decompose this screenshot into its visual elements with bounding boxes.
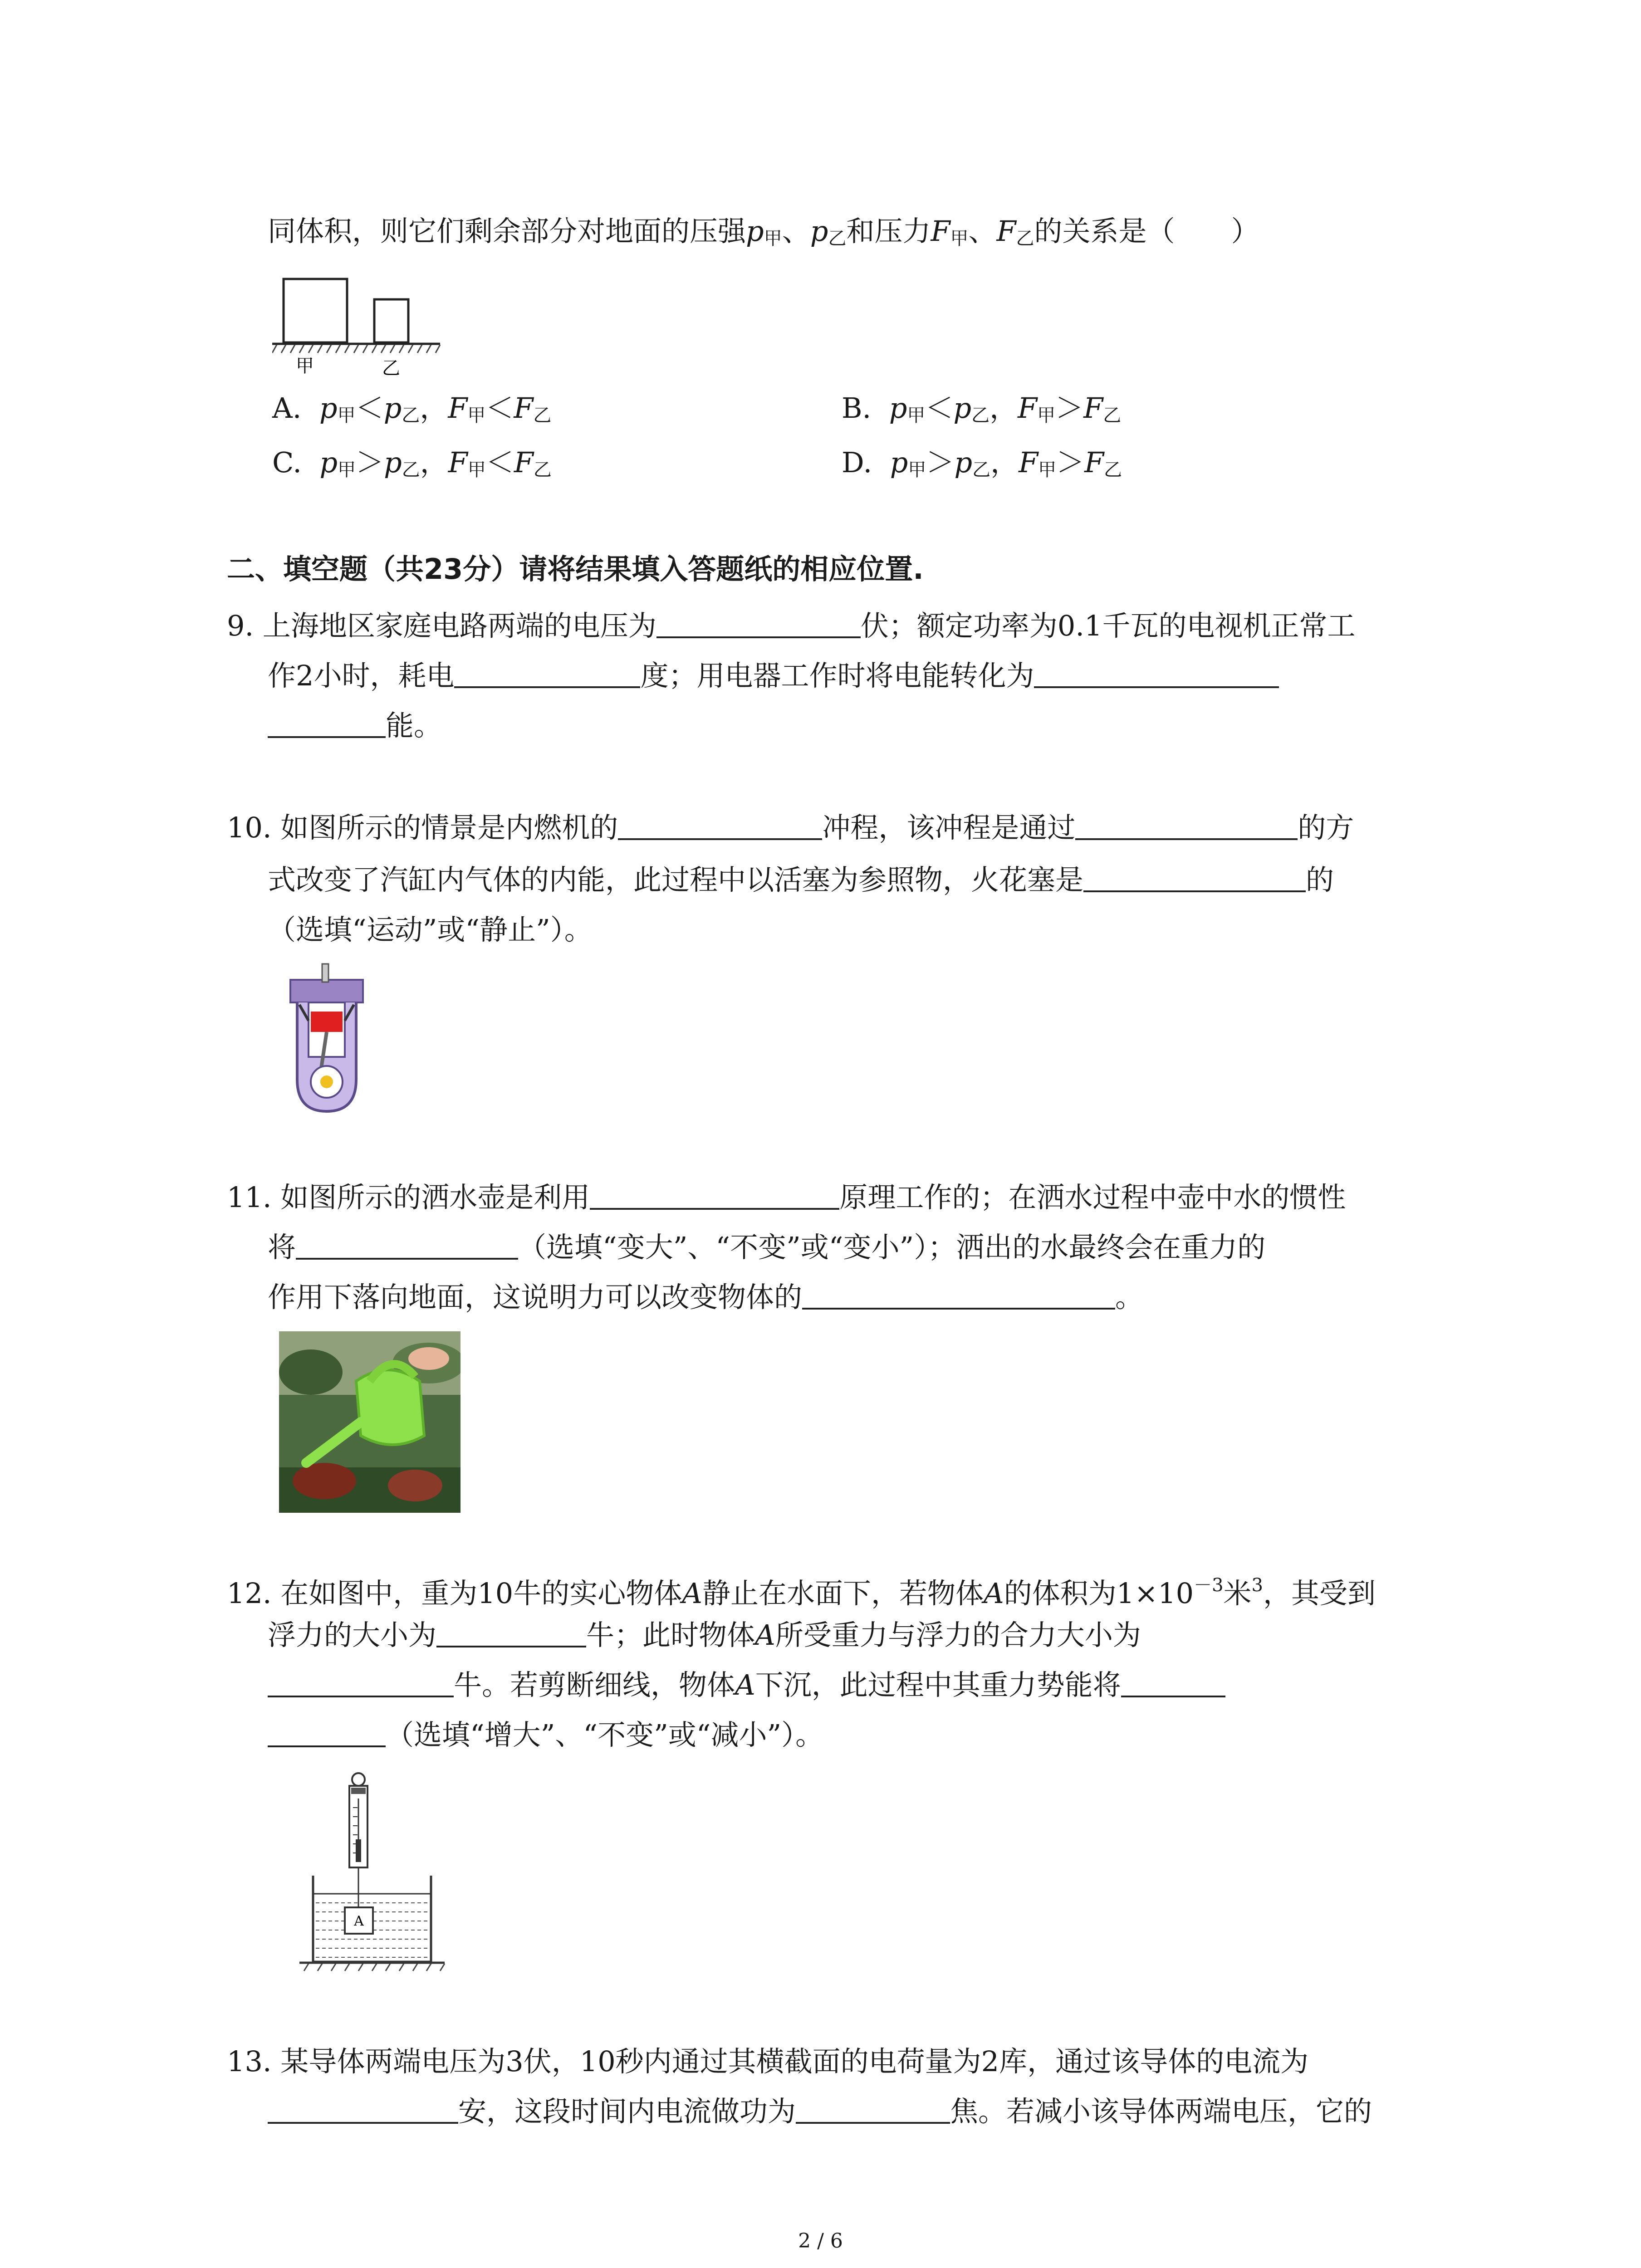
- q9-blank-3-cont[interactable]: [268, 708, 386, 738]
- q9-line2: 作2小时，耗电 度；用电器工作时将电能转化为: [268, 658, 1279, 694]
- q12-blank-3[interactable]: [1121, 1667, 1225, 1697]
- q10-line3: （选填“运动”或“静止”）。: [268, 913, 593, 946]
- object-a-label: A: [354, 1913, 364, 1929]
- option-b[interactable]: B. $p_甲<p_乙$，$F_甲>F_乙$: [842, 391, 1122, 426]
- q12-line2: 浮力的大小为 牛；此时物体A所受重力与浮力的合力大小为: [268, 1618, 1141, 1652]
- q13-line1: 13. 某导体两端电压为3伏，10秒内通过其横截面的电荷量为2库，通过该导体的电流为: [227, 2045, 1309, 2078]
- q10-line2: 式改变了汽缸内气体的内能，此过程中以活塞为参照物，火花塞是 的: [268, 863, 1334, 896]
- q12-line1: 12. 在如图中，重为10牛的实心物体A静止在水面下，若物体A的体积为$1\times 10^{-3}$米$^3$，其受到: [227, 1575, 1376, 1610]
- engine-figure: [286, 962, 367, 1120]
- option-c[interactable]: C. $p_甲>p_乙$，$F_甲<F_乙$: [272, 446, 552, 480]
- option-a[interactable]: A. $p_甲<p_乙$，$F_甲<F_乙$: [272, 391, 552, 426]
- q9-blank-2[interactable]: [454, 658, 640, 688]
- q9-blank-1[interactable]: [656, 608, 861, 638]
- watering-can-photo: [279, 1331, 460, 1513]
- q12-blank-2[interactable]: [268, 1667, 454, 1697]
- q11-blank-2[interactable]: [296, 1230, 518, 1260]
- q12-line3: 牛。若剪断细线，物体A下沉，此过程中其重力势能将: [268, 1667, 1225, 1703]
- section-heading: 二、填空题（共23分）请将结果填入答题纸的相应位置.: [227, 552, 924, 586]
- q10-blank-3[interactable]: [1083, 862, 1306, 892]
- q12-blank-3-cont[interactable]: [268, 1717, 386, 1747]
- fig-label-jia: 甲: [296, 356, 314, 376]
- q11-line2: 将 （选填“变大”、“不变”或“变小”）；洒出的水最终会在重力的: [268, 1231, 1266, 1264]
- q10-blank-1[interactable]: [618, 810, 822, 840]
- q8-stem: 同体积，则它们剩余部分对地面的压强$p_甲$、$p_乙$和压力$F_甲$、$F_乙$的关系是（ ）: [268, 215, 1259, 249]
- page-number: 2 / 6: [798, 2229, 843, 2253]
- q11-line1: 11. 如图所示的洒水壶是利用 原理工作的；在洒水过程中壶中水的惯性: [227, 1181, 1346, 1214]
- q13-blank-1[interactable]: [268, 2094, 458, 2124]
- q12-blank-1[interactable]: [436, 1618, 586, 1647]
- q9-line3: 能。: [268, 708, 442, 744]
- q10-blank-2[interactable]: [1075, 810, 1298, 840]
- q10-line1: 10. 如图所示的情景是内燃机的 冲程，该冲程是通过 的方: [227, 811, 1354, 844]
- q11-line3: 作用下落向地面，这说明力可以改变物体的 。: [268, 1281, 1144, 1314]
- q8-figure: [272, 272, 445, 381]
- fig-label-yi: 乙: [382, 358, 400, 379]
- q11-blank-3[interactable]: [802, 1280, 1115, 1310]
- q12-line4: （选填“增大”、“不变”或“减小”）。: [268, 1717, 823, 1753]
- q13-line2: 安，这段时间内电流做功为 焦。若减小该导体两端电压，它的: [268, 2093, 1372, 2130]
- q11-blank-1[interactable]: [590, 1180, 839, 1210]
- spring-scale-figure: [281, 1771, 454, 1980]
- q9-blank-3[interactable]: [1034, 658, 1279, 688]
- q9-line1: 9. 上海地区家庭电路两端的电压为 伏；额定功率为0.1千瓦的电视机正常工: [227, 609, 1356, 642]
- q13-blank-2[interactable]: [796, 2094, 950, 2124]
- option-d[interactable]: D. $p_甲>p_乙$，$F_甲>F_乙$: [842, 446, 1122, 480]
